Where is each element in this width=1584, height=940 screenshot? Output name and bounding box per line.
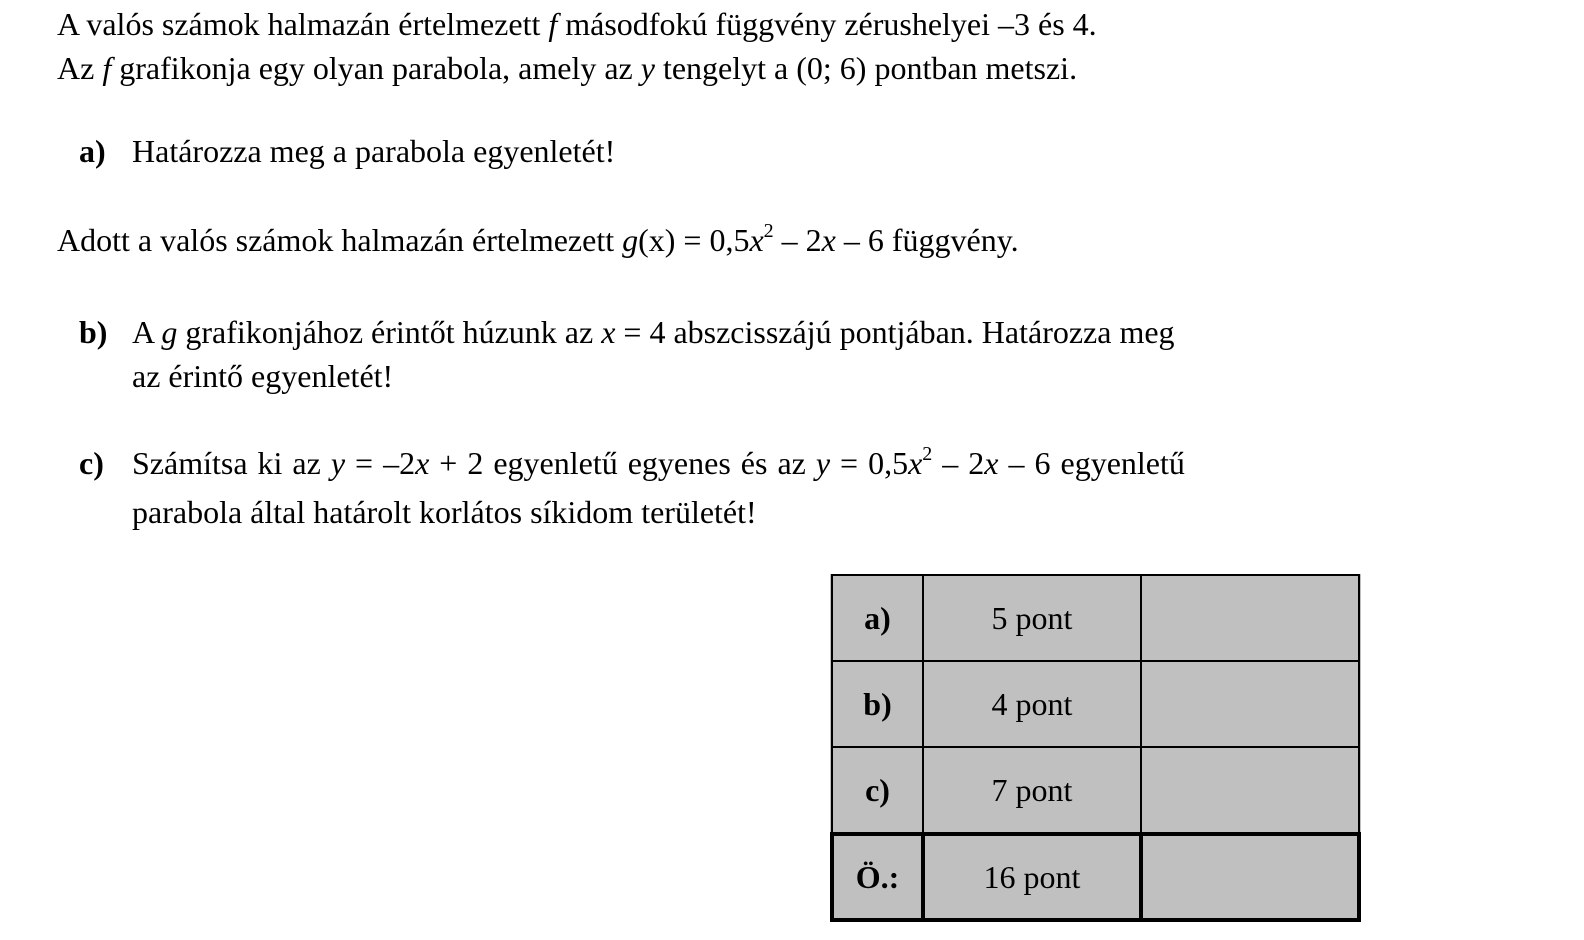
score-earned-cell xyxy=(1141,661,1359,747)
part-c-text: Számítsa ki az xyxy=(132,445,331,481)
part-b-line-2: az érintő egyenletét! xyxy=(132,358,394,394)
given-text: Adott a valós számok halmazán értelmezett xyxy=(57,222,623,258)
equation-part: – 2 xyxy=(932,445,985,481)
part-b-text: A xyxy=(132,314,162,350)
score-max-points: 7 pont xyxy=(923,747,1141,834)
variable-symbol: y xyxy=(640,50,655,86)
intro-line-2 xyxy=(57,48,1077,88)
variable-symbol: x xyxy=(821,222,836,258)
equation-part: = 0,5 xyxy=(830,445,909,481)
equation-part: – 6 xyxy=(835,222,884,258)
exponent: 2 xyxy=(763,220,774,242)
score-earned-cell xyxy=(1141,575,1359,661)
function-argument: (x) xyxy=(638,222,676,258)
part-b-text: = 4 abszcisszájú pontjában. Határozza meg xyxy=(615,314,1175,350)
part-c-text: + 2 egyenletű egyenes és az xyxy=(429,445,816,481)
function-symbol: f xyxy=(102,50,112,86)
exponent: 2 xyxy=(922,443,933,465)
score-total-points: 16 pont xyxy=(923,834,1141,920)
variable-symbol: x xyxy=(908,445,923,481)
part-a-text: Határozza meg a parabola egyenletét! xyxy=(132,133,616,169)
intro-line-1 xyxy=(57,4,1097,44)
score-row-total xyxy=(832,834,1359,920)
variable-symbol: x xyxy=(601,314,616,350)
part-c-line-2: parabola által határolt korlátos síkidom területét! xyxy=(132,494,757,530)
part-b-label: b) xyxy=(79,314,108,350)
intro-text: grafikonja egy olyan parabola, amely az xyxy=(111,50,641,86)
intro-text: másodfokú függvény zérushelyei –3 és 4. xyxy=(557,6,1097,42)
part-c-label: c) xyxy=(79,445,104,481)
function-symbol: g xyxy=(622,222,639,258)
score-row-a xyxy=(832,575,1359,661)
score-max-points: 4 pont xyxy=(923,661,1141,747)
score-label: b) xyxy=(832,661,923,747)
variable-symbol: y xyxy=(330,445,346,481)
score-label: c) xyxy=(832,747,923,834)
part-a-label: a) xyxy=(79,133,106,169)
score-total-earned-cell xyxy=(1141,834,1359,920)
part-c-text: egyenletű xyxy=(1050,445,1185,481)
equation-part: = –2 xyxy=(345,445,416,481)
function-symbol: f xyxy=(548,6,558,42)
score-earned-cell xyxy=(1141,747,1359,834)
variable-symbol: x xyxy=(749,222,764,258)
intro-text: tengelyt a (0; 6) pontban metszi. xyxy=(654,50,1078,86)
score-table xyxy=(830,574,1361,922)
part-c-line-1 xyxy=(132,443,1185,488)
score-max-points: 5 pont xyxy=(923,575,1141,661)
part-b-line-1 xyxy=(132,312,1175,352)
variable-symbol: y xyxy=(815,445,831,481)
part-b-text: grafikonjához érintőt húzunk az xyxy=(177,314,602,350)
intro-text: A valós számok halmazán értelmezett xyxy=(57,6,549,42)
given-function-line xyxy=(57,220,1019,265)
equation-part: – 6 xyxy=(998,445,1051,481)
intro-text: Az xyxy=(57,50,103,86)
variable-symbol: x xyxy=(415,445,430,481)
function-symbol: g xyxy=(161,314,178,350)
given-text: függvény. xyxy=(883,222,1019,258)
equation-part: – 2 xyxy=(773,222,822,258)
score-label: a) xyxy=(832,575,923,661)
equation-part: = 0,5 xyxy=(675,222,750,258)
score-total-label: Ö.: xyxy=(832,834,923,920)
score-row-c xyxy=(832,747,1359,834)
variable-symbol: x xyxy=(984,445,999,481)
score-row-b xyxy=(832,661,1359,747)
